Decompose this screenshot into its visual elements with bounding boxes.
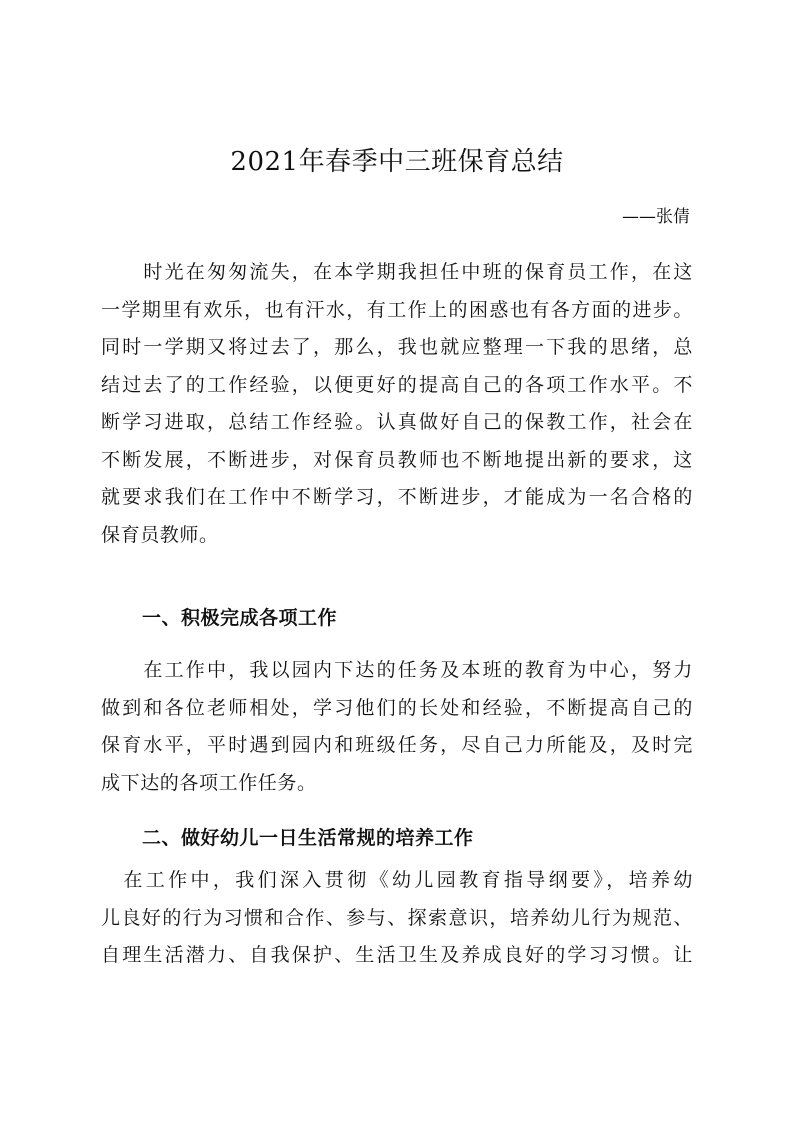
paragraph-line: 在工作中，我以园内下达的任务及本班的教育为中心，努力	[101, 659, 693, 681]
paragraph-line: 一学期里有欢乐，也有汗水，有工作上的困惑也有各方面的进步。	[101, 298, 693, 321]
paragraph-line: 断学习进取，总结工作经验。认真做好自己的保教工作，社会在	[101, 411, 693, 433]
paragraph-line: 同时一学期又将过去了，那么，我也就应整理一下我的思绪，总	[101, 336, 693, 358]
paragraph-line: 保育员教师。	[101, 523, 219, 546]
paragraph-line: 做到和各位老师相处，学习他们的长处和经验，不断提高自己的	[101, 696, 693, 719]
section2-paragraph	[101, 862, 693, 975]
document-author: ——张倩	[622, 207, 690, 227]
intro-paragraph	[101, 254, 693, 554]
paragraph-line: 在工作中，我们深入贯彻《幼儿园教育指导纲要》，培养幼	[101, 869, 693, 891]
paragraph-line: 不断发展，不断进步，对保育员教师也不断地提出新的要求，这	[101, 448, 693, 471]
section1-paragraph	[101, 652, 693, 802]
paragraph-line: 自理生活潜力、自我保护、生活卫生及养成良好的学习习惯。让	[101, 944, 693, 966]
document-title: 2021年春季中三班保育总结	[230, 147, 564, 177]
paragraph-line: 结过去了的工作经验，以便更好的提高自己的各项工作水平。不	[101, 373, 693, 396]
paragraph-line: 时光在匆匆流失，在本学期我担任中班的保育员工作，在这	[101, 261, 693, 283]
paragraph-line: 保育水平，平时遇到园内和班级任务，尽自己力所能及，及时完	[101, 734, 693, 756]
section-heading-1: 一、积极完成各项工作	[142, 607, 338, 629]
paragraph-line: 成下达的各项工作任务。	[101, 771, 317, 794]
section-heading-2: 二、做好幼儿一日生活常规的培养工作	[142, 827, 474, 849]
paragraph-line: 就要求我们在工作中不断学习，不断进步，才能成为一名合格的	[101, 486, 693, 508]
paragraph-line: 儿良好的行为习惯和合作、参与、探索意识，培养幼儿行为规范、	[101, 906, 693, 929]
